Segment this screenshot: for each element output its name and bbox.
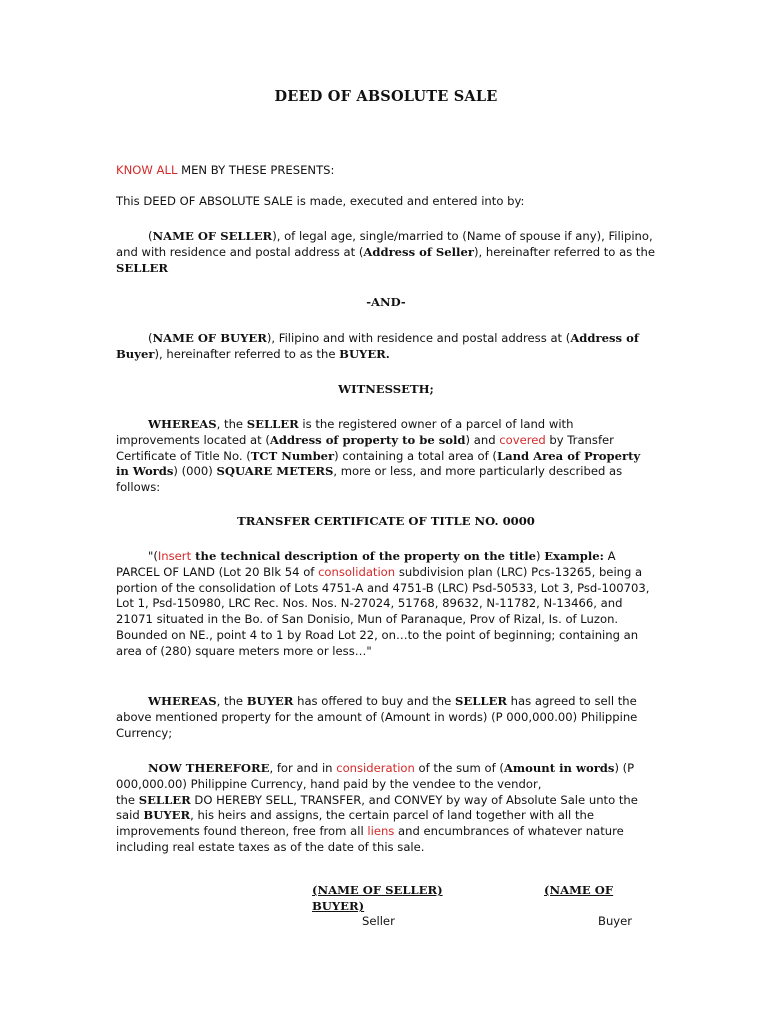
buyer-paragraph: (NAME OF BUYER), Filipino and with residence and postal address at (Address of Buyer), hereinafter referred to as the BUYER. (116, 331, 639, 361)
seller-term: SELLER (116, 260, 168, 275)
whereas-buyer-paragraph: WHEREAS, the BUYER has offered to buy and the SELLER has agreed to sell the above mentioned property for the amount of (Amount in words) (P 000,000.00) Philippine Currency; (116, 694, 638, 740)
intro-rest: MEN BY THESE PRESENTS: (177, 163, 335, 177)
whereas-seller-paragraph: WHEREAS, the SELLER is the registered owner of a parcel of land with improvements located at (Address of property to be sold) and covered by Transfer Certificate of Title No. (TCT Number) containing a total area of (Land Area of Property in Words) (000) SQUARE METERS, more or less, and more particularly described as follows: (116, 417, 641, 495)
signature-block (116, 883, 656, 943)
buyer-name-placeholder: NAME OF BUYER (152, 331, 267, 345)
property-address-placeholder: Address of property to be sold (269, 432, 466, 447)
and-separator: -AND- (366, 295, 406, 309)
tct-number-placeholder: TCT Number (250, 448, 335, 463)
seller-paragraph: (NAME OF SELLER), of legal age, single/married to (Name of spouse if any), Filipino, and with residence and postal address at (Address of Seller), hereinafter referred to as the SELLER (116, 229, 655, 275)
seller-label: Seller (362, 914, 395, 928)
land-area-placeholder: Land Area of Property in Words (116, 448, 641, 479)
buyer-term: BUYER. (339, 346, 390, 361)
seller-address-placeholder: Address of Seller (363, 244, 474, 259)
buyer-label: Buyer (598, 914, 633, 928)
intro-line (116, 163, 656, 179)
tct-heading: TRANSFER CERTIFICATE OF TITLE NO. 0000 (237, 514, 535, 528)
document-title: DEED OF ABSOLUTE SALE (274, 88, 498, 105)
buyer-signature-name-line1: (NAME OF (544, 883, 614, 897)
buyer-signature-name-line2: BUYER) (312, 899, 365, 913)
witnesseth-heading: WITNESSETH; (338, 382, 434, 396)
now-therefore-paragraph: NOW THEREFORE, for and in consideration of the sum of (Amount in words) (P 000,000.00) Philippine Currency, hand paid by the vendee to the vendor, the SELLER DO HEREBY SELL, TRANSFER, and CONVEY by way of Absolute Sale unto the said BUYER, his heirs and assigns, the certain parcel of land together with all the improvements found thereon, free from all liens and encumbrances of whatever nature including real estate taxes as of the date of this sale. (116, 761, 638, 854)
made-by-line: This DEED OF ABSOLUTE SALE is made, executed and entered into by: (116, 194, 525, 208)
seller-signature-name: (NAME OF SELLER) (312, 883, 443, 897)
document-page (116, 0, 656, 1024)
buyer-address-placeholder: Address of Buyer (116, 331, 639, 361)
technical-description: "(Insert the technical description of the property on the title) Example: A PARCEL OF LAND (Lot 20 Blk 54 of consolidation subdivision plan (LRC) Pcs-13265, being a portion of the consolidation of Lots 4751-A and 4751-B (LRC) Psd-50533, Lot 3, Psd-100703, Lot 1, Psd-150980, LRC Rec. Nos. Nos. N-27024, 51768, 89632, N-11782, N-13466, and 21071 situated in the Bo. of San Donisio, Mun of Paranaque, Prov of Rizal, Is. of Luzon. Bounded on NE., point 4 to 1 by Road Lot 22, on…to the point of beginning; containing an area of (280) square meters more or less…" (116, 549, 650, 658)
intro-highlight: KNOW ALL (116, 163, 178, 177)
seller-name-placeholder: NAME OF SELLER (152, 229, 273, 243)
